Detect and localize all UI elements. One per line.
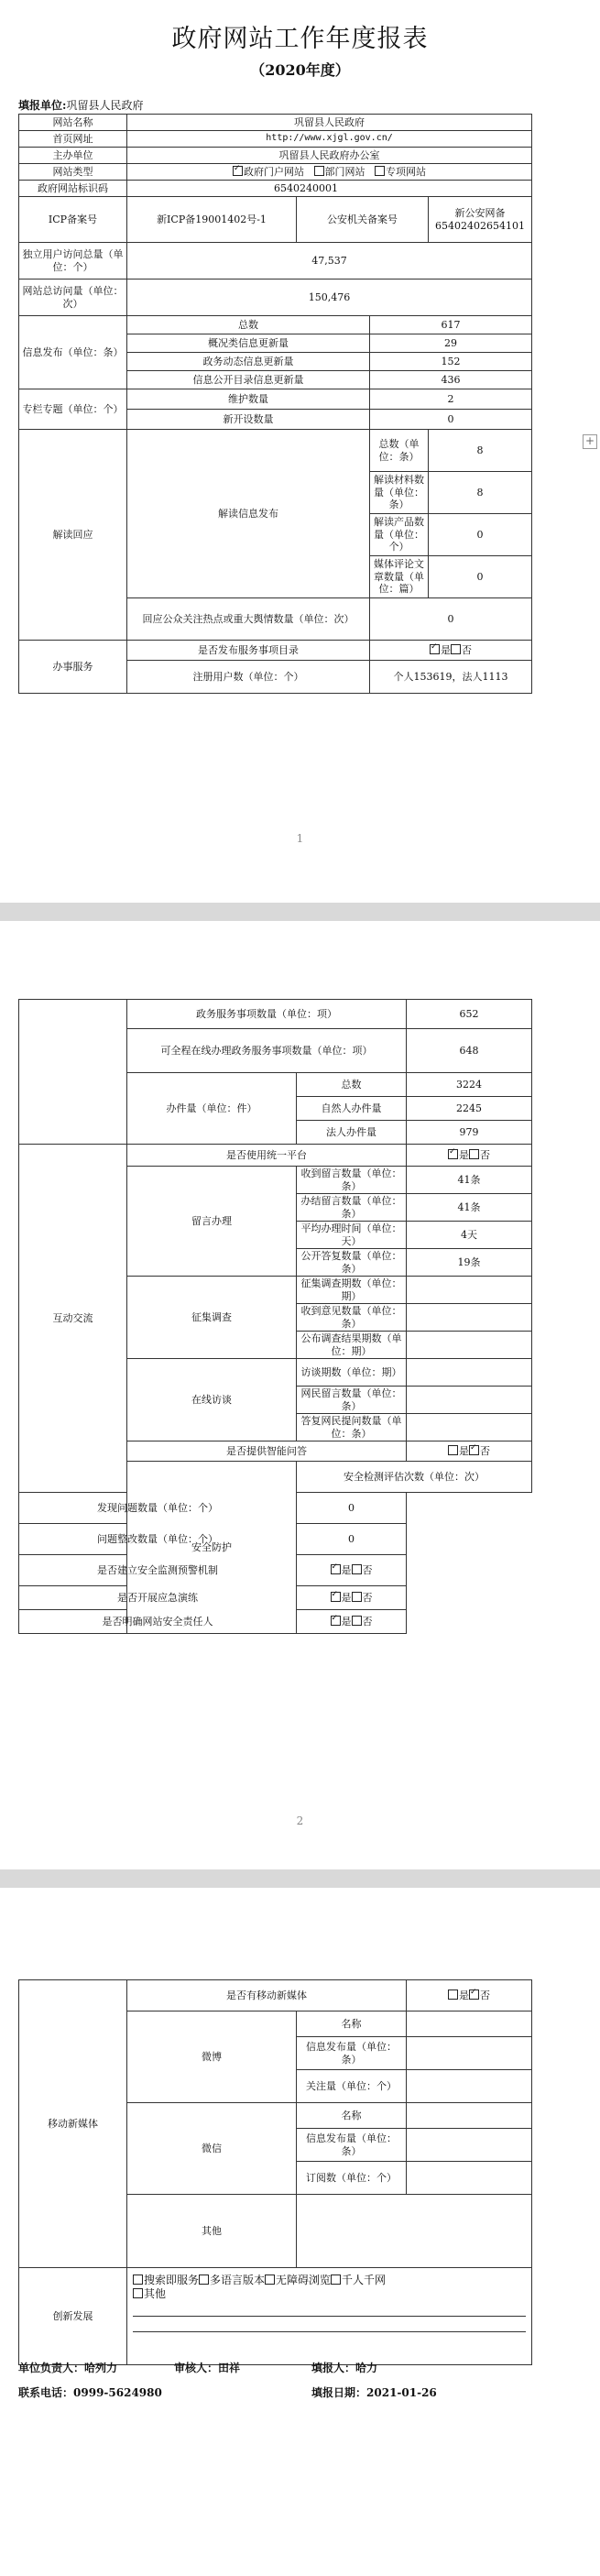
- checkbox-accessible: [265, 2275, 275, 2285]
- value-wechat-subs: [407, 2162, 532, 2195]
- checkbox-portal: [233, 166, 243, 176]
- innovation-options: 搜索即服务 多语言版本 无障碍浏览 千人千网 其他: [127, 2268, 532, 2365]
- label-weibo-fans: 关注量（单位：个）: [297, 2070, 407, 2103]
- label-svc-items: 政务服务事项数量（单位：项）: [127, 1000, 407, 1029]
- label-sec-fixed: 问题整改数量（单位：个）: [19, 1524, 297, 1555]
- label-homepage: 首页网址: [19, 131, 127, 148]
- report-table-page1: [18, 114, 532, 694]
- checkbox-yes: [331, 1616, 341, 1626]
- value-interp-material: 8: [429, 472, 532, 514]
- label-innovation: 创新发展: [19, 2268, 127, 2365]
- checkbox-search-service: [133, 2275, 143, 2285]
- blank-cell: [19, 1000, 127, 1145]
- label-info-open: 信息公开目录信息更新量: [127, 371, 370, 389]
- label-topic-maint: 维护数量: [127, 389, 370, 410]
- value-police: 新公安网备65402402654101: [429, 197, 532, 243]
- fill-line: [133, 2318, 526, 2332]
- checkbox-no: [469, 1149, 479, 1159]
- report-title: 政府网站工作年度报表: [171, 25, 429, 53]
- label-interp: 解读回应: [19, 430, 127, 641]
- value-sec-found: 0: [297, 1493, 407, 1524]
- checkbox-yes: [448, 1445, 458, 1455]
- value-msg-received: 41条: [407, 1167, 532, 1194]
- value-info-dynamic: 152: [370, 353, 532, 371]
- checkbox-other: [133, 2288, 143, 2298]
- label-msg-received: 收到留言数量（单位：条）: [297, 1167, 407, 1194]
- label-info-dynamic: 政务动态信息更新量: [127, 353, 370, 371]
- value-other: [297, 2195, 532, 2268]
- label-wechat-posts: 信息发布量（单位：条）: [297, 2129, 407, 2162]
- value-interview-answer: [407, 1414, 532, 1441]
- value-service-users: 个人153619，法人1113: [370, 661, 532, 694]
- label-survey-result: 公布调查结果期数（单位：期）: [297, 1332, 407, 1359]
- label-svc-online: 可全程在线办理政务服务事项数量（单位：项）: [127, 1029, 407, 1073]
- label-interview-msg: 网民留言数量（单位：条）: [297, 1387, 407, 1414]
- label-survey: 征集调查: [127, 1277, 297, 1359]
- checkbox-department: [314, 166, 324, 176]
- value-handle-person: 2245: [407, 1097, 532, 1121]
- value-weibo-name: [407, 2011, 532, 2037]
- value-survey-opinion: [407, 1304, 532, 1332]
- label-unified: 是否使用统一平台: [127, 1145, 407, 1167]
- label-security: 安全防护: [127, 1462, 297, 1634]
- value-pv: 150,476: [127, 280, 532, 316]
- value-interview-count: [407, 1359, 532, 1387]
- value-survey-count: [407, 1277, 532, 1304]
- label-survey-count: 征集调查期数（单位：期）: [297, 1277, 407, 1304]
- value-svc-items: 652: [407, 1000, 532, 1029]
- value-info-open: 436: [370, 371, 532, 389]
- label-interview: 在线访谈: [127, 1359, 297, 1441]
- label-interview-count: 访谈期数（单位：期）: [297, 1359, 407, 1387]
- label-service-catalog: 是否发布服务事项目录: [127, 641, 370, 661]
- value-msg-public: 19条: [407, 1249, 532, 1277]
- checkbox-special: [375, 166, 385, 176]
- label-interp-material: 解读材料数量（单位：条）: [370, 472, 429, 514]
- checkbox-no: [352, 1592, 362, 1602]
- checkbox-yes: [448, 1990, 458, 2000]
- value-survey-result: [407, 1332, 532, 1359]
- label-sec-test: 安全检测评估次数（单位：次）: [297, 1462, 532, 1493]
- label-respond: 回应公众关注热点或重大舆情数量（单位：次）: [127, 598, 370, 641]
- value-interview-msg: [407, 1387, 532, 1414]
- checkbox-multilingual: [199, 2275, 209, 2285]
- page-1: [0, 0, 600, 903]
- page-number-2: 2: [296, 1814, 304, 1827]
- label-sec-drill: 是否开展应急演练: [19, 1586, 297, 1610]
- label-gov-id: 政府网站标识码: [19, 181, 127, 197]
- checkbox-no: [352, 1564, 362, 1574]
- checkbox-yes: [448, 1149, 458, 1159]
- fill-line: [133, 2303, 526, 2317]
- value-weibo-posts: [407, 2037, 532, 2070]
- label-msg-done: 办结留言数量（单位：条）: [297, 1194, 407, 1222]
- report-year: （2020年度）: [250, 61, 350, 79]
- label-topic: 专栏专题（单位：个）: [19, 389, 127, 430]
- value-site-name: 巩留县人民政府: [127, 115, 532, 131]
- label-service-users: 注册用户数（单位：个）: [127, 661, 370, 694]
- label-host: 主办单位: [19, 148, 127, 164]
- add-row-icon[interactable]: +: [583, 434, 597, 449]
- service-catalog-options: ✓ 是 否: [370, 641, 532, 661]
- checkbox-yes: [430, 644, 440, 654]
- value-uv: 47,537: [127, 243, 532, 280]
- leader: 单位负责人：哈列力: [18, 2362, 118, 2374]
- label-info-total: 总数: [127, 316, 370, 334]
- value-info-total: 617: [370, 316, 532, 334]
- label-handle-legal: 法人办件量: [297, 1121, 407, 1145]
- sec-monitor-options: ✓ 是 否: [297, 1555, 407, 1586]
- checkbox-personalized: [331, 2275, 341, 2285]
- label-interact: 互动交流: [19, 1145, 127, 1493]
- label-weibo: 微博: [127, 2011, 297, 2103]
- label-icp: ICP备案号: [19, 197, 127, 243]
- label-interp-media: 媒体评论文章数量（单位：篇）: [370, 556, 429, 598]
- page-2: [0, 921, 600, 1869]
- label-site-type: 网站类型: [19, 164, 127, 181]
- report-table-page3: [18, 1979, 532, 2365]
- label-sec-monitor: 是否建立安全监测预警机制: [19, 1555, 297, 1586]
- label-pv: 网站总访问量（单位：次）: [19, 280, 127, 316]
- unified-options: ✓ 是 否: [407, 1145, 532, 1167]
- reviewer: 审核人：田祥: [174, 2362, 241, 2374]
- value-wechat-name: [407, 2103, 532, 2129]
- page-3: [0, 1888, 600, 2576]
- site-type-options: ✓ 政府门户网站 部门网站 专项网站: [127, 164, 532, 181]
- value-host: 巩留县人民政府办公室: [127, 148, 532, 164]
- value-homepage: http://www.xjgl.gov.cn/: [127, 131, 532, 148]
- label-uv: 独立用户访问总量（单位：个）: [19, 243, 127, 280]
- page-separator: [0, 903, 600, 921]
- value-interp-media: 0: [429, 556, 532, 598]
- value-info-overview: 29: [370, 334, 532, 353]
- value-msg-done: 41条: [407, 1194, 532, 1222]
- label-interp-product: 解读产品数量（单位：个）: [370, 514, 429, 556]
- value-respond: 0: [370, 598, 532, 641]
- value-wechat-posts: [407, 2129, 532, 2162]
- page-separator: [0, 1869, 600, 1888]
- label-info: 信息发布（单位：条）: [19, 316, 127, 389]
- label-info-overview: 概况类信息更新量: [127, 334, 370, 353]
- value-topic-new: 0: [370, 410, 532, 430]
- value-handle-total: 3224: [407, 1073, 532, 1097]
- filler: 填报人：哈力: [311, 2362, 378, 2374]
- value-topic-maint: 2: [370, 389, 532, 410]
- checkbox-yes: [331, 1592, 341, 1602]
- label-media: 移动新媒体: [19, 1980, 127, 2268]
- label-msg-time: 平均办理时间（单位：天）: [297, 1222, 407, 1249]
- label-handle-total: 总数: [297, 1073, 407, 1097]
- label-sec-person: 是否明确网站安全责任人: [19, 1610, 297, 1634]
- label-handle: 办件量（单位：件）: [127, 1073, 297, 1145]
- value-weibo-fans: [407, 2070, 532, 2103]
- value-icp: 新ICP备19001402号-1: [127, 197, 297, 243]
- label-service: 办事服务: [19, 641, 127, 694]
- value-interp-total: 8: [429, 430, 532, 472]
- value-handle-legal: 979: [407, 1121, 532, 1145]
- value-msg-time: 4天: [407, 1222, 532, 1249]
- sec-person-options: ✓ 是 否: [297, 1610, 407, 1634]
- label-handle-person: 自然人办件量: [297, 1097, 407, 1121]
- label-survey-opinion: 收到意见数量（单位：条）: [297, 1304, 407, 1332]
- page-number-1: 1: [296, 832, 304, 845]
- smart-options: 是✓ 否: [407, 1441, 532, 1462]
- label-has-media: 是否有移动新媒体: [127, 1980, 407, 2011]
- value-sec-fixed: 0: [297, 1524, 407, 1555]
- report-table-page2: [18, 999, 532, 1634]
- label-interview-answer: 答复网民提问数量（单位：条）: [297, 1414, 407, 1441]
- has-media-options: 是✓ 否: [407, 1980, 532, 2011]
- label-sec-found: 发现问题数量（单位：个）: [19, 1493, 297, 1524]
- phone: 联系电话：0999-5624980: [18, 2386, 162, 2399]
- label-other: 其他: [127, 2195, 297, 2268]
- value-interp-product: 0: [429, 514, 532, 556]
- value-svc-online: 648: [407, 1029, 532, 1073]
- checkbox-no: [352, 1616, 362, 1626]
- checkbox-yes: [331, 1564, 341, 1574]
- label-wechat: 微信: [127, 2103, 297, 2195]
- label-weibo-posts: 信息发布量（单位：条）: [297, 2037, 407, 2070]
- label-topic-new: 新开设数量: [127, 410, 370, 430]
- sec-drill-options: ✓ 是 否: [297, 1586, 407, 1610]
- value-gov-id: 6540240001: [127, 181, 532, 197]
- checkbox-no: [469, 1445, 479, 1455]
- label-interp-total: 总数（单位：条）: [370, 430, 429, 472]
- label-site-name: 网站名称: [19, 115, 127, 131]
- fill-date: 填报日期：2021-01-26: [311, 2386, 437, 2399]
- label-interp-pub: 解读信息发布: [127, 430, 370, 598]
- checkbox-no: [451, 644, 461, 654]
- label-msg: 留言办理: [127, 1167, 297, 1277]
- checkbox-no: [469, 1990, 479, 2000]
- label-wechat-name: 名称: [297, 2103, 407, 2129]
- label-msg-public: 公开答复数量（单位：条）: [297, 1249, 407, 1277]
- filler-unit: 填报单位:巩留县人民政府: [18, 99, 144, 112]
- label-police: 公安机关备案号: [297, 197, 429, 243]
- label-weibo-name: 名称: [297, 2011, 407, 2037]
- label-wechat-subs: 订阅数（单位：个）: [297, 2162, 407, 2195]
- label-smart: 是否提供智能问答: [127, 1441, 407, 1462]
